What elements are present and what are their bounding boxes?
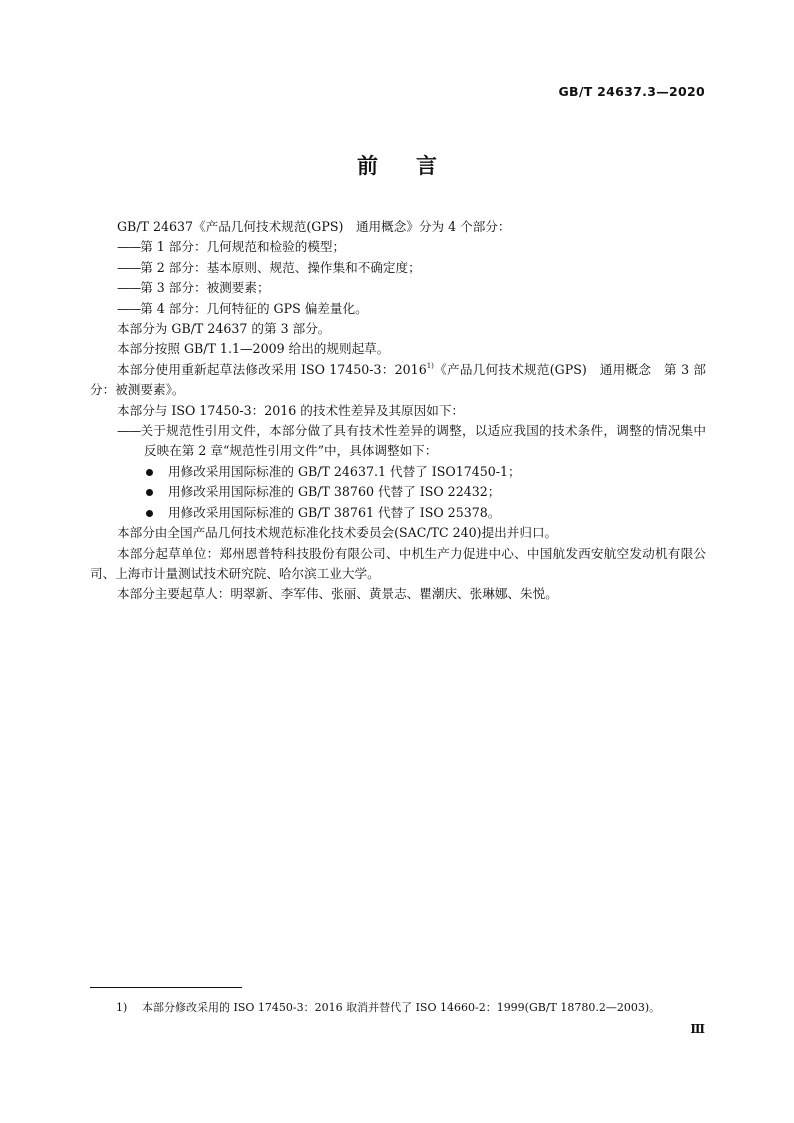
list-item-part-2 [90,258,706,278]
paragraph-drafters: 本部分主要起草人：明翠新、李军伟、张丽、黄景志、瞿潮庆、张琳娜、朱悦。 [117,586,558,602]
paragraph-part-statement: 本部分为 GB/T 24637 的第 3 部分。 [117,321,331,337]
dash-mark: —— [117,259,141,275]
bullet-item-2: 用修改采用国际标准的 GB/T 38760 代替了 ISO 22432； [90,482,706,502]
list-item-normative-references [90,421,706,462]
list-item-part-1 [90,237,706,257]
paragraph-parts-intro: GB/T 24637《产品几何技术规范(GPS) 通用概念》分为 4 个部分： [117,219,511,234]
standard-number: GB/T 24637.3—2020 [558,84,705,99]
list-item-part-3 [90,278,706,298]
dash-mark: —— [117,239,141,255]
paragraph-adoption [90,360,706,401]
footnote-text: 本部分修改采用的 ISO 17450-3：2016 取消并替代了 ISO 14660-2：1999(GB/T 18780.2—2003)。 [142,1001,661,1014]
adoption-text-a: 本部分使用重新起草法修改采用 ISO 17450-3：2016 [117,361,427,377]
dash-mark: —— [117,280,141,296]
list-item-text: 第 1 部分：几何规范和检验的模型； [140,239,346,255]
footnote [118,1000,718,1016]
list-item-text: 关于规范性引用文件，本部分做了具有技术性差异的调整，以适应我国的技术条件，调整的情况集中反映在第 2 章“规范性引用文件”中，具体调整如下： [140,423,706,459]
footnote-number: 1) [116,1001,128,1014]
footnote-reference: 1) [426,361,434,370]
paragraph-drafting-units: 本部分起草单位：郑州恩普特科技股份有限公司、中机生产力促进中心、中国航发西安航空发动机有限公司、上海市计量测试技术研究院、哈尔滨工业大学。 [90,545,706,581]
dash-mark: —— [117,300,141,316]
page-number: Ⅲ [690,1022,705,1036]
list-item-text: 第 2 部分：基本原则、规范、操作集和不确定度； [140,259,421,275]
body-text [90,217,706,605]
list-item-text: 第 4 部分：几何特征的 GPS 偏差量化。 [140,300,368,316]
footnote-divider [90,987,242,988]
page-title: 前言 [357,154,475,178]
bullet-item-3: 用修改采用国际标准的 GB/T 38761 代替了 ISO 25378。 [90,503,706,523]
bullet-item-1: 用修改采用国际标准的 GB/T 24637.1 代替了 ISO17450-1； [90,462,706,482]
dash-mark: —— [117,423,141,439]
paragraph-proposed-by: 本部分由全国产品几何技术规范标准化技术委员会(SAC/TC 240)提出并归口。 [117,525,558,541]
list-item-part-4 [90,299,706,319]
list-item-text: 第 3 部分：被测要素； [140,280,270,296]
adoption-text-b: 《产品几何技术规范(GPS) 通用概念 第 3 部分：被测要素》。 [90,361,706,398]
paragraph-drafting-rules: 本部分按照 GB/T 1.1—2009 给出的规则起草。 [117,341,390,357]
paragraph-differences-intro: 本部分与 ISO 17450-3：2016 的技术性差异及其原因如下： [117,402,465,418]
